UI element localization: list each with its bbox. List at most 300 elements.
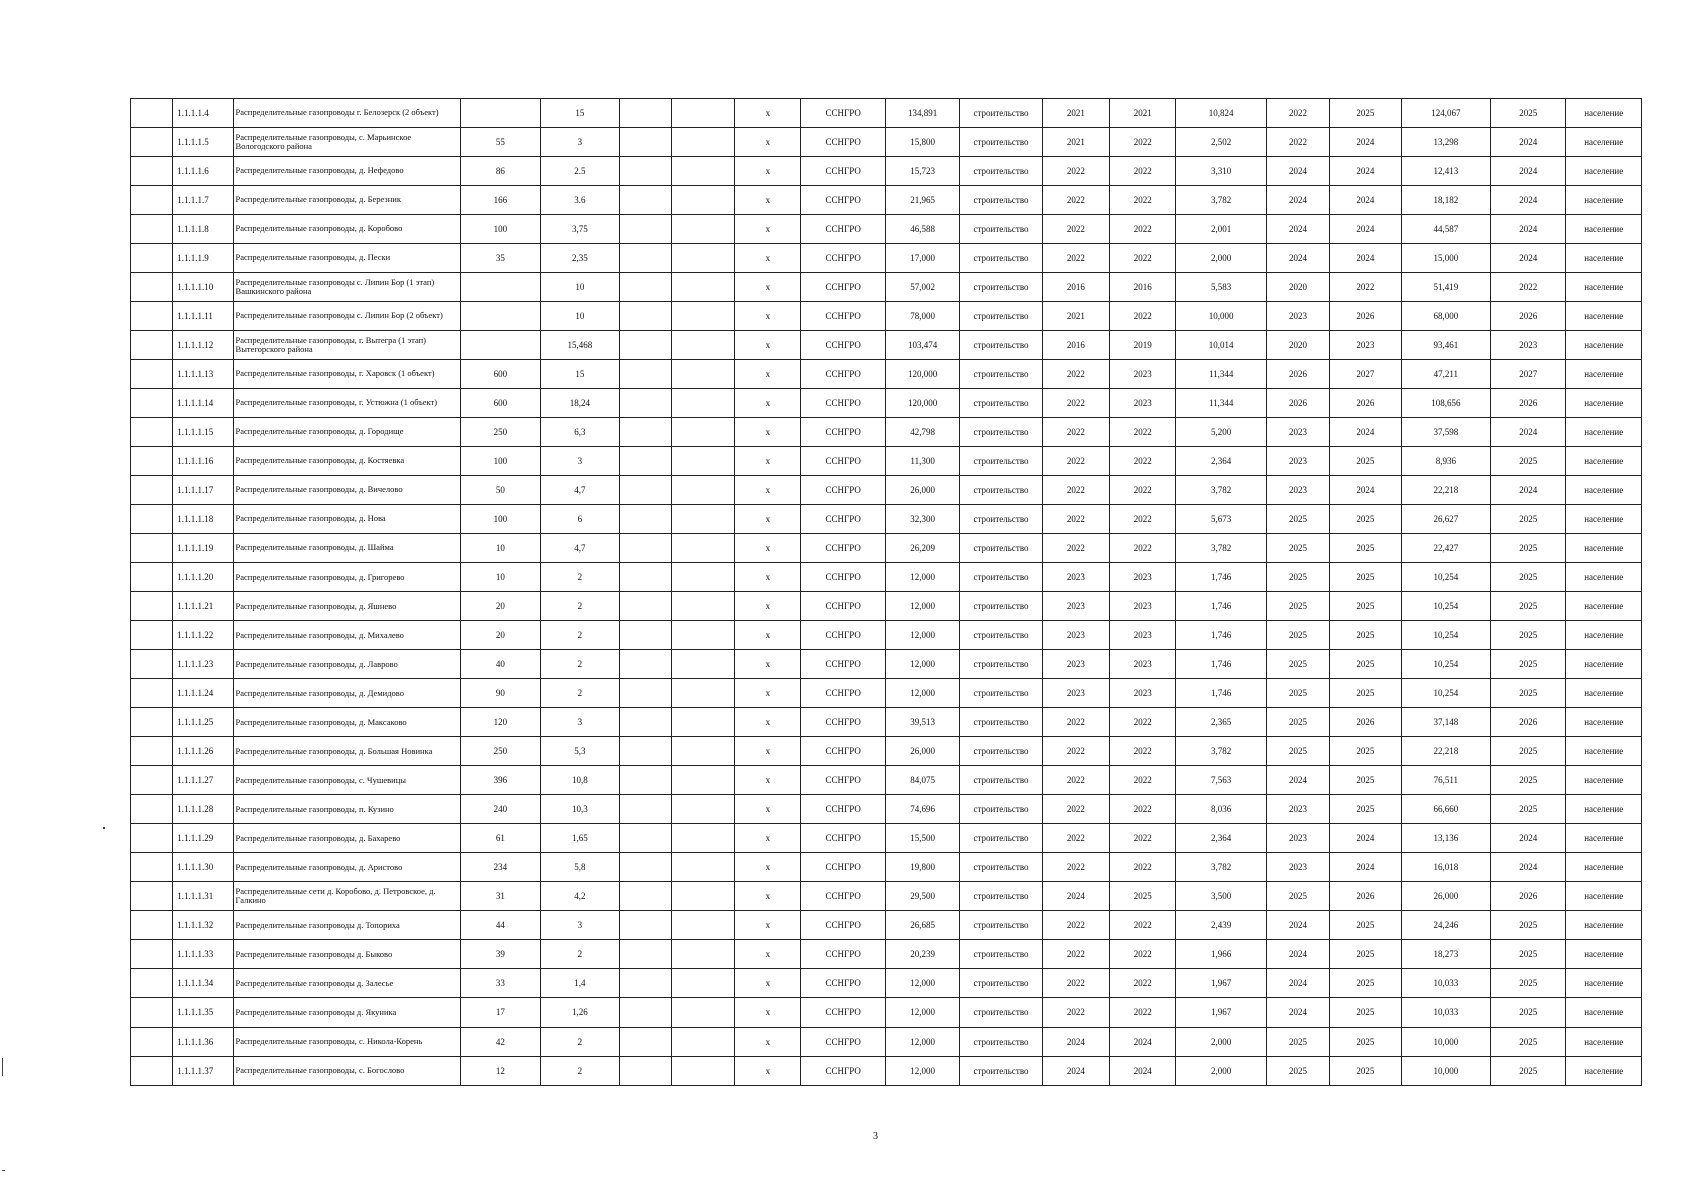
- empty-cell: [619, 534, 671, 563]
- scan-mark: [103, 827, 105, 829]
- design-end-year: 2022: [1110, 418, 1176, 447]
- construction-end-year: 2025: [1330, 505, 1401, 534]
- row-number: 1.1.1.1.18: [173, 505, 233, 534]
- organization: ССНГРО: [801, 186, 885, 215]
- table-row: [131, 128, 1642, 157]
- pipeline-length: 1,65: [541, 824, 619, 853]
- object-name: Распределительные газопроводы д. Быково: [233, 940, 460, 969]
- index-cell: [131, 215, 173, 244]
- design-start-year: 2023: [1042, 679, 1109, 708]
- row-number: 1.1.1.1.21: [173, 592, 233, 621]
- organization: ССНГРО: [801, 244, 885, 273]
- row-number: 1.1.1.1.19: [173, 534, 233, 563]
- design-end-year: 2023: [1110, 650, 1176, 679]
- index-cell: [131, 882, 173, 911]
- construction-start-year: 2022: [1266, 128, 1329, 157]
- design-cost: 11,344: [1176, 360, 1266, 389]
- empty-cell: [671, 157, 734, 186]
- organization: ССНГРО: [801, 853, 885, 882]
- design-cost: 8,036: [1176, 795, 1266, 824]
- table-row: [131, 795, 1642, 824]
- total-cost: 134,891: [885, 99, 959, 128]
- empty-cell: [671, 99, 734, 128]
- pipeline-length: 2: [541, 1056, 619, 1085]
- commissioning-year: 2024: [1491, 186, 1566, 215]
- households-count: 100: [460, 215, 540, 244]
- design-cost: 2,000: [1176, 1027, 1266, 1056]
- work-type: строительство: [960, 1056, 1042, 1085]
- index-cell: [131, 969, 173, 998]
- design-start-year: 2023: [1042, 592, 1109, 621]
- empty-cell: [671, 215, 734, 244]
- empty-cell: [671, 708, 734, 737]
- table-row: [131, 534, 1642, 563]
- row-number: 1.1.1.1.32: [173, 911, 233, 940]
- households-count: 100: [460, 505, 540, 534]
- design-cost: 2,439: [1176, 911, 1266, 940]
- construction-end-year: 2024: [1330, 244, 1401, 273]
- construction-end-year: 2025: [1330, 1027, 1401, 1056]
- organization: ССНГРО: [801, 824, 885, 853]
- row-number: 1.1.1.1.33: [173, 940, 233, 969]
- construction-start-year: 2026: [1266, 389, 1329, 418]
- consumer-category: население: [1566, 679, 1642, 708]
- index-cell: [131, 476, 173, 505]
- commissioning-year: 2025: [1491, 592, 1566, 621]
- empty-cell: [671, 244, 734, 273]
- commissioning-year: 2025: [1491, 679, 1566, 708]
- organization: ССНГРО: [801, 882, 885, 911]
- households-count: [460, 99, 540, 128]
- construction-end-year: 2025: [1330, 940, 1401, 969]
- row-number: 1.1.1.1.6: [173, 157, 233, 186]
- empty-cell: [619, 128, 671, 157]
- empty-cell: [619, 650, 671, 679]
- commissioning-year: 2025: [1491, 1056, 1566, 1085]
- consumer-category: население: [1566, 273, 1642, 302]
- object-name: Распределительные газопроводы д. Залесье: [233, 969, 460, 998]
- index-cell: [131, 737, 173, 766]
- consumer-category: население: [1566, 447, 1642, 476]
- design-cost: 1,746: [1176, 563, 1266, 592]
- work-type: строительство: [960, 911, 1042, 940]
- empty-cell: [671, 1056, 734, 1085]
- design-start-year: 2022: [1042, 998, 1109, 1027]
- empty-cell: [619, 766, 671, 795]
- empty-cell: [671, 563, 734, 592]
- empty-cell: [619, 592, 671, 621]
- commissioning-year: 2022: [1491, 273, 1566, 302]
- design-end-year: 2022: [1110, 969, 1176, 998]
- index-cell: [131, 592, 173, 621]
- total-cost: 78,000: [885, 302, 959, 331]
- construction-start-year: 2024: [1266, 186, 1329, 215]
- design-cost: 2,502: [1176, 128, 1266, 157]
- table-row: [131, 1056, 1642, 1085]
- commissioning-year: 2023: [1491, 331, 1566, 360]
- index-cell: [131, 853, 173, 882]
- row-number: 1.1.1.1.8: [173, 215, 233, 244]
- design-cost: 2,365: [1176, 708, 1266, 737]
- empty-cell: [671, 331, 734, 360]
- design-cost: 5,200: [1176, 418, 1266, 447]
- construction-cost: 10,000: [1401, 1056, 1490, 1085]
- object-name: Распределительные газопроводы с. Липин Бор (1 этап) Вашкинского района: [233, 273, 460, 302]
- x-mark: х: [735, 128, 801, 157]
- work-type: строительство: [960, 476, 1042, 505]
- x-mark: х: [735, 534, 801, 563]
- work-type: строительство: [960, 998, 1042, 1027]
- design-start-year: 2022: [1042, 824, 1109, 853]
- table-row: [131, 679, 1642, 708]
- households-count: 12: [460, 1056, 540, 1085]
- organization: ССНГРО: [801, 389, 885, 418]
- table-row: [131, 360, 1642, 389]
- commissioning-year: 2024: [1491, 853, 1566, 882]
- object-name: Распределительные газопроводы, с. Марьинское Вологодского района: [233, 128, 460, 157]
- consumer-category: население: [1566, 621, 1642, 650]
- x-mark: х: [735, 331, 801, 360]
- empty-cell: [619, 215, 671, 244]
- design-end-year: 2022: [1110, 911, 1176, 940]
- work-type: строительство: [960, 853, 1042, 882]
- design-start-year: 2022: [1042, 795, 1109, 824]
- row-number: 1.1.1.1.34: [173, 969, 233, 998]
- construction-cost: 22,218: [1401, 476, 1490, 505]
- households-count: 234: [460, 853, 540, 882]
- construction-cost: 66,660: [1401, 795, 1490, 824]
- table-row: [131, 882, 1642, 911]
- total-cost: 120,000: [885, 360, 959, 389]
- work-type: строительство: [960, 128, 1042, 157]
- design-cost: 2,001: [1176, 215, 1266, 244]
- design-cost: 1,746: [1176, 650, 1266, 679]
- total-cost: 26,685: [885, 911, 959, 940]
- design-end-year: 2022: [1110, 824, 1176, 853]
- design-end-year: 2022: [1110, 766, 1176, 795]
- construction-start-year: 2025: [1266, 737, 1329, 766]
- index-cell: [131, 273, 173, 302]
- empty-cell: [619, 505, 671, 534]
- object-name: Распределительные газопроводы, г. Харовск (1 объект): [233, 360, 460, 389]
- table-row: [131, 969, 1642, 998]
- x-mark: х: [735, 505, 801, 534]
- organization: ССНГРО: [801, 505, 885, 534]
- organization: ССНГРО: [801, 273, 885, 302]
- object-name: Распределительные газопроводы, г. Устюжна (1 объект): [233, 389, 460, 418]
- organization: ССНГРО: [801, 215, 885, 244]
- row-number: 1.1.1.1.7: [173, 186, 233, 215]
- index-cell: [131, 99, 173, 128]
- organization: ССНГРО: [801, 1027, 885, 1056]
- row-number: 1.1.1.1.23: [173, 650, 233, 679]
- pipeline-length: 2: [541, 1027, 619, 1056]
- row-number: 1.1.1.1.27: [173, 766, 233, 795]
- consumer-category: население: [1566, 505, 1642, 534]
- object-name: Распределительные газопроводы, д. Большая Новинка: [233, 737, 460, 766]
- empty-cell: [619, 186, 671, 215]
- row-number: 1.1.1.1.35: [173, 998, 233, 1027]
- row-number: 1.1.1.1.20: [173, 563, 233, 592]
- design-start-year: 2022: [1042, 969, 1109, 998]
- total-cost: 12,000: [885, 621, 959, 650]
- design-start-year: 2021: [1042, 128, 1109, 157]
- x-mark: х: [735, 186, 801, 215]
- row-number: 1.1.1.1.36: [173, 1027, 233, 1056]
- construction-start-year: 2023: [1266, 795, 1329, 824]
- commissioning-year: 2025: [1491, 621, 1566, 650]
- total-cost: 57,002: [885, 273, 959, 302]
- commissioning-year: 2026: [1491, 708, 1566, 737]
- object-name: Распределительные газопроводы, с. Богослово: [233, 1056, 460, 1085]
- x-mark: х: [735, 621, 801, 650]
- design-cost: 2,364: [1176, 824, 1266, 853]
- construction-cost: 37,148: [1401, 708, 1490, 737]
- construction-end-year: 2024: [1330, 853, 1401, 882]
- design-end-year: 2023: [1110, 679, 1176, 708]
- x-mark: х: [735, 244, 801, 273]
- construction-cost: 10,254: [1401, 650, 1490, 679]
- object-name: Распределительные газопроводы, с. Никола-Корень: [233, 1027, 460, 1056]
- construction-start-year: 2020: [1266, 273, 1329, 302]
- consumer-category: население: [1566, 534, 1642, 563]
- households-count: 61: [460, 824, 540, 853]
- empty-cell: [671, 882, 734, 911]
- total-cost: 84,075: [885, 766, 959, 795]
- construction-end-year: 2025: [1330, 679, 1401, 708]
- design-end-year: 2022: [1110, 244, 1176, 273]
- consumer-category: население: [1566, 911, 1642, 940]
- households-count: 600: [460, 360, 540, 389]
- construction-end-year: 2025: [1330, 795, 1401, 824]
- empty-cell: [619, 795, 671, 824]
- consumer-category: население: [1566, 650, 1642, 679]
- design-end-year: 2023: [1110, 389, 1176, 418]
- page-number: 3: [873, 1131, 878, 1142]
- total-cost: 11,300: [885, 447, 959, 476]
- total-cost: 46,588: [885, 215, 959, 244]
- consumer-category: население: [1566, 244, 1642, 273]
- pipeline-length: 15,468: [541, 331, 619, 360]
- construction-cost: 18,273: [1401, 940, 1490, 969]
- object-name: Распределительные газопроводы, д. Пески: [233, 244, 460, 273]
- total-cost: 120,000: [885, 389, 959, 418]
- design-start-year: 2022: [1042, 853, 1109, 882]
- construction-start-year: 2025: [1266, 679, 1329, 708]
- commissioning-year: 2025: [1491, 534, 1566, 563]
- empty-cell: [671, 505, 734, 534]
- x-mark: х: [735, 824, 801, 853]
- table-row: [131, 331, 1642, 360]
- design-end-year: 2022: [1110, 534, 1176, 563]
- empty-cell: [619, 563, 671, 592]
- construction-end-year: 2026: [1330, 708, 1401, 737]
- empty-cell: [619, 824, 671, 853]
- households-count: 39: [460, 940, 540, 969]
- x-mark: х: [735, 447, 801, 476]
- table-row: [131, 563, 1642, 592]
- households-count: 50: [460, 476, 540, 505]
- index-cell: [131, 534, 173, 563]
- row-number: 1.1.1.1.12: [173, 331, 233, 360]
- construction-start-year: 2024: [1266, 244, 1329, 273]
- table-row: [131, 940, 1642, 969]
- table-row: [131, 186, 1642, 215]
- construction-start-year: 2023: [1266, 302, 1329, 331]
- row-number: 1.1.1.1.37: [173, 1056, 233, 1085]
- index-cell: [131, 389, 173, 418]
- consumer-category: население: [1566, 157, 1642, 186]
- table-row: [131, 215, 1642, 244]
- object-name: Распределительные газопроводы, д. Костяевка: [233, 447, 460, 476]
- index-cell: [131, 563, 173, 592]
- table-row: [131, 99, 1642, 128]
- empty-cell: [671, 679, 734, 708]
- table-row: [131, 853, 1642, 882]
- consumer-category: население: [1566, 969, 1642, 998]
- construction-start-year: 2023: [1266, 447, 1329, 476]
- construction-start-year: 2025: [1266, 592, 1329, 621]
- empty-cell: [671, 911, 734, 940]
- design-start-year: 2016: [1042, 273, 1109, 302]
- households-count: 10: [460, 534, 540, 563]
- design-cost: 1,967: [1176, 969, 1266, 998]
- empty-cell: [619, 882, 671, 911]
- design-start-year: 2022: [1042, 447, 1109, 476]
- x-mark: х: [735, 1056, 801, 1085]
- empty-cell: [619, 940, 671, 969]
- construction-cost: 47,211: [1401, 360, 1490, 389]
- work-type: строительство: [960, 360, 1042, 389]
- pipeline-length: 2: [541, 650, 619, 679]
- pipeline-length: 3: [541, 128, 619, 157]
- design-start-year: 2022: [1042, 505, 1109, 534]
- empty-cell: [619, 360, 671, 389]
- consumer-category: население: [1566, 940, 1642, 969]
- empty-cell: [619, 244, 671, 273]
- construction-end-year: 2024: [1330, 128, 1401, 157]
- commissioning-year: 2027: [1491, 360, 1566, 389]
- design-cost: 1,746: [1176, 679, 1266, 708]
- commissioning-year: 2025: [1491, 795, 1566, 824]
- construction-end-year: 2025: [1330, 911, 1401, 940]
- construction-start-year: 2024: [1266, 157, 1329, 186]
- x-mark: х: [735, 766, 801, 795]
- empty-cell: [671, 940, 734, 969]
- design-cost: 10,014: [1176, 331, 1266, 360]
- object-name: Распределительные газопроводы, г. Вытегра (1 этап) Вытегорского района: [233, 331, 460, 360]
- table-row: [131, 708, 1642, 737]
- design-start-year: 2022: [1042, 157, 1109, 186]
- empty-cell: [619, 969, 671, 998]
- index-cell: [131, 679, 173, 708]
- consumer-category: население: [1566, 998, 1642, 1027]
- commissioning-year: 2025: [1491, 940, 1566, 969]
- row-number: 1.1.1.1.14: [173, 389, 233, 418]
- organization: ССНГРО: [801, 447, 885, 476]
- design-end-year: 2022: [1110, 476, 1176, 505]
- design-start-year: 2024: [1042, 882, 1109, 911]
- construction-end-year: 2025: [1330, 592, 1401, 621]
- design-cost: 3,782: [1176, 534, 1266, 563]
- work-type: строительство: [960, 534, 1042, 563]
- total-cost: 39,513: [885, 708, 959, 737]
- total-cost: 12,000: [885, 592, 959, 621]
- work-type: строительство: [960, 795, 1042, 824]
- households-count: 250: [460, 737, 540, 766]
- empty-cell: [619, 157, 671, 186]
- organization: ССНГРО: [801, 998, 885, 1027]
- design-end-year: 2022: [1110, 128, 1176, 157]
- construction-start-year: 2024: [1266, 766, 1329, 795]
- table-row: [131, 766, 1642, 795]
- total-cost: 15,723: [885, 157, 959, 186]
- design-end-year: 2021: [1110, 99, 1176, 128]
- x-mark: х: [735, 476, 801, 505]
- empty-cell: [619, 302, 671, 331]
- organization: ССНГРО: [801, 418, 885, 447]
- work-type: строительство: [960, 244, 1042, 273]
- pipeline-length: 18,24: [541, 389, 619, 418]
- work-type: строительство: [960, 302, 1042, 331]
- construction-end-year: 2025: [1330, 563, 1401, 592]
- x-mark: х: [735, 1027, 801, 1056]
- empty-cell: [671, 650, 734, 679]
- households-count: 35: [460, 244, 540, 273]
- object-name: Распределительные газопроводы, д. Нова: [233, 505, 460, 534]
- consumer-category: население: [1566, 737, 1642, 766]
- object-name: Распределительные газопроводы, д. Григорево: [233, 563, 460, 592]
- row-number: 1.1.1.1.13: [173, 360, 233, 389]
- commissioning-year: 2025: [1491, 563, 1566, 592]
- x-mark: х: [735, 302, 801, 331]
- construction-end-year: 2026: [1330, 302, 1401, 331]
- x-mark: х: [735, 360, 801, 389]
- construction-start-year: 2024: [1266, 969, 1329, 998]
- organization: ССНГРО: [801, 940, 885, 969]
- row-number: 1.1.1.1.30: [173, 853, 233, 882]
- empty-cell: [671, 766, 734, 795]
- construction-end-year: 2027: [1330, 360, 1401, 389]
- row-number: 1.1.1.1.26: [173, 737, 233, 766]
- empty-cell: [619, 679, 671, 708]
- construction-cost: 12,413: [1401, 157, 1490, 186]
- x-mark: х: [735, 273, 801, 302]
- households-count: 250: [460, 418, 540, 447]
- design-start-year: 2022: [1042, 737, 1109, 766]
- object-name: Распределительные сети д. Коробово, д. Петровское, д. Галкино: [233, 882, 460, 911]
- construction-cost: 15,000: [1401, 244, 1490, 273]
- design-start-year: 2022: [1042, 911, 1109, 940]
- object-name: Распределительные газопроводы, д. Михалево: [233, 621, 460, 650]
- consumer-category: население: [1566, 418, 1642, 447]
- households-count: 90: [460, 679, 540, 708]
- construction-cost: 22,427: [1401, 534, 1490, 563]
- empty-cell: [671, 128, 734, 157]
- households-count: 166: [460, 186, 540, 215]
- design-end-year: 2022: [1110, 505, 1176, 534]
- organization: ССНГРО: [801, 476, 885, 505]
- empty-cell: [671, 302, 734, 331]
- x-mark: х: [735, 389, 801, 418]
- consumer-category: население: [1566, 1056, 1642, 1085]
- index-cell: [131, 128, 173, 157]
- scan-mark: [2, 1058, 3, 1076]
- households-count: 240: [460, 795, 540, 824]
- design-cost: 5,583: [1176, 273, 1266, 302]
- design-end-year: 2024: [1110, 1027, 1176, 1056]
- households-count: 600: [460, 389, 540, 418]
